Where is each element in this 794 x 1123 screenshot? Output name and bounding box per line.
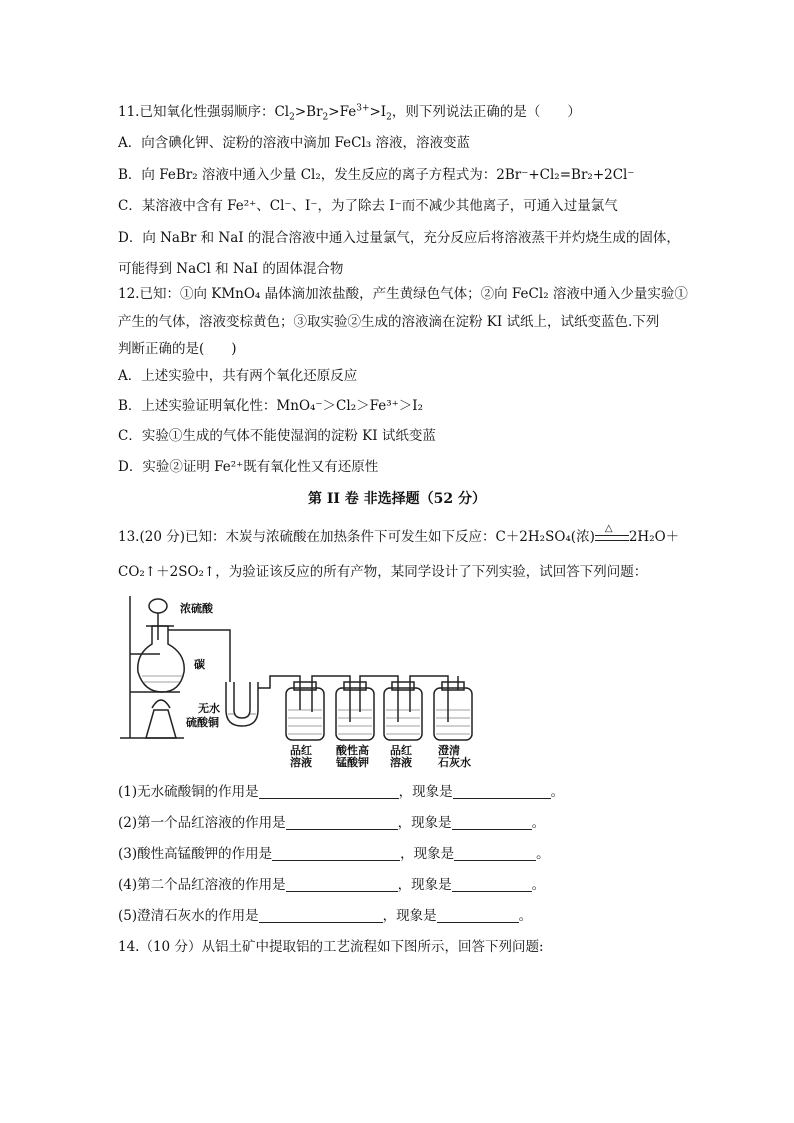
q13-part5: (5)澄清石灰水的作用是 ，现象是 。	[118, 908, 533, 924]
q14-stem: 14.（10 分）从铝土矿中提取铝的工艺流程如下图所示，回答下列问题:	[118, 939, 544, 955]
heating-condition-symbol: △	[595, 529, 629, 543]
q13-stem-line2: CO₂↑＋2SO₂↑，为验证该反应的所有产物，某同学设计了下列实验，试回答下列问题：	[118, 564, 648, 580]
answer-blank[interactable]	[452, 877, 532, 892]
label-bottle2-line2: 锰酸钾	[336, 756, 369, 768]
answer-blank[interactable]	[437, 908, 519, 923]
experiment-apparatus-figure	[118, 592, 488, 768]
label-bottle1-line1: 品红	[290, 744, 312, 757]
q13-part1: (1)无水硫酸铜的作用是 ，现象是 。	[118, 784, 565, 800]
answer-blank[interactable]	[453, 784, 551, 799]
q13-part4: (4)第二个品红溶液的作用是 ，现象是 。	[118, 877, 546, 893]
label-bottle3-line1: 品红	[390, 744, 412, 757]
label-bottle4-line1: 澄清	[438, 744, 460, 757]
q12-option-a: A．上述实验中，共有两个氧化还原反应	[118, 368, 358, 384]
answer-blank[interactable]	[259, 908, 383, 923]
q11-option-a: A．向含碘化钾、淀粉的溶液中滴加 FeCl₃ 溶液，溶液变蓝	[118, 135, 471, 151]
q12-stem-line3: 判断正确的是( )	[118, 341, 237, 357]
q12-stem-line1: 12.已知：①向 KMnO₄ 晶体滴加浓盐酸，产生黄绿色气体；②向 FeCl₂ 溶液中通入少量实验①	[118, 286, 688, 302]
apparatus-diagram	[118, 592, 488, 768]
q11-option-d-line1: D．向 NaBr 和 NaI 的混合溶液中通入过量氯气，充分反应后将溶液蒸干并灼烧生成的固体，	[118, 230, 680, 246]
answer-blank[interactable]	[454, 846, 536, 861]
section-2-title: 第 II 卷 非选择题（52 分）	[307, 491, 487, 507]
q12-option-b: B．上述实验证明氧化性：MnO₄⁻＞Cl₂＞Fe³⁺＞I₂	[118, 398, 424, 414]
q13-part3: (3)酸性高锰酸钾的作用是 ，现象是 。	[118, 846, 550, 862]
label-anhydrous-1: 无水	[198, 702, 220, 715]
label-bottle2-line1: 酸性高	[336, 744, 369, 757]
label-bottle3-line2: 溶液	[390, 756, 412, 768]
q13-stem-line1: 13.(20 分)已知：木炭与浓硫酸在加热条件下可发生如下反应：C＋2H₂SO₄(浓) △ 2H₂O＋	[118, 523, 680, 545]
answer-blank[interactable]	[259, 784, 399, 799]
q12-option-d: D．实验②证明 Fe²⁺既有氧化性又有还原性	[118, 459, 379, 475]
answer-blank[interactable]	[286, 815, 398, 830]
label-conc-sulfuric-acid: 浓硫酸	[180, 602, 213, 615]
answer-blank[interactable]	[452, 815, 532, 830]
q13-part2: (2)第一个品红溶液的作用是 ，现象是 。	[118, 815, 546, 831]
q12-stem-line2: 产生的气体，溶液变棕黄色；③取实验②生成的溶液滴在淀粉 KI 试纸上，试纸变蓝色.下列	[118, 314, 660, 330]
q11-option-d-line2: 可能得到 NaCl 和 NaI 的固体混合物	[118, 261, 344, 277]
q11-stem: 11.已知氧化性强弱顺序：$Cl_2>Br_2>Fe^{3+}>I_2$，则下列说法正确的是（ ）	[118, 103, 581, 123]
label-bottle4-line2: 石灰水	[438, 756, 471, 768]
label-carbon: 碳	[194, 658, 205, 671]
q11-option-c: C．某溶液中含有 Fe²⁺、Cl⁻、I⁻，为了除去 I⁻而不减少其他离子，可通入过量氯气	[118, 198, 618, 214]
answer-blank[interactable]	[286, 877, 398, 892]
q11-option-b: B．向 FeBr₂ 溶液中通入少量 Cl₂，发生反应的离子方程式为：2Br⁻+Cl₂=Br₂+2Cl⁻	[118, 167, 635, 183]
answer-blank[interactable]	[272, 846, 400, 861]
q12-option-c: C．实验①生成的气体不能使湿润的淀粉 KI 试纸变蓝	[118, 428, 436, 444]
label-bottle1-line2: 溶液	[290, 756, 312, 768]
label-anhydrous-2: 硫酸铜	[186, 716, 219, 729]
